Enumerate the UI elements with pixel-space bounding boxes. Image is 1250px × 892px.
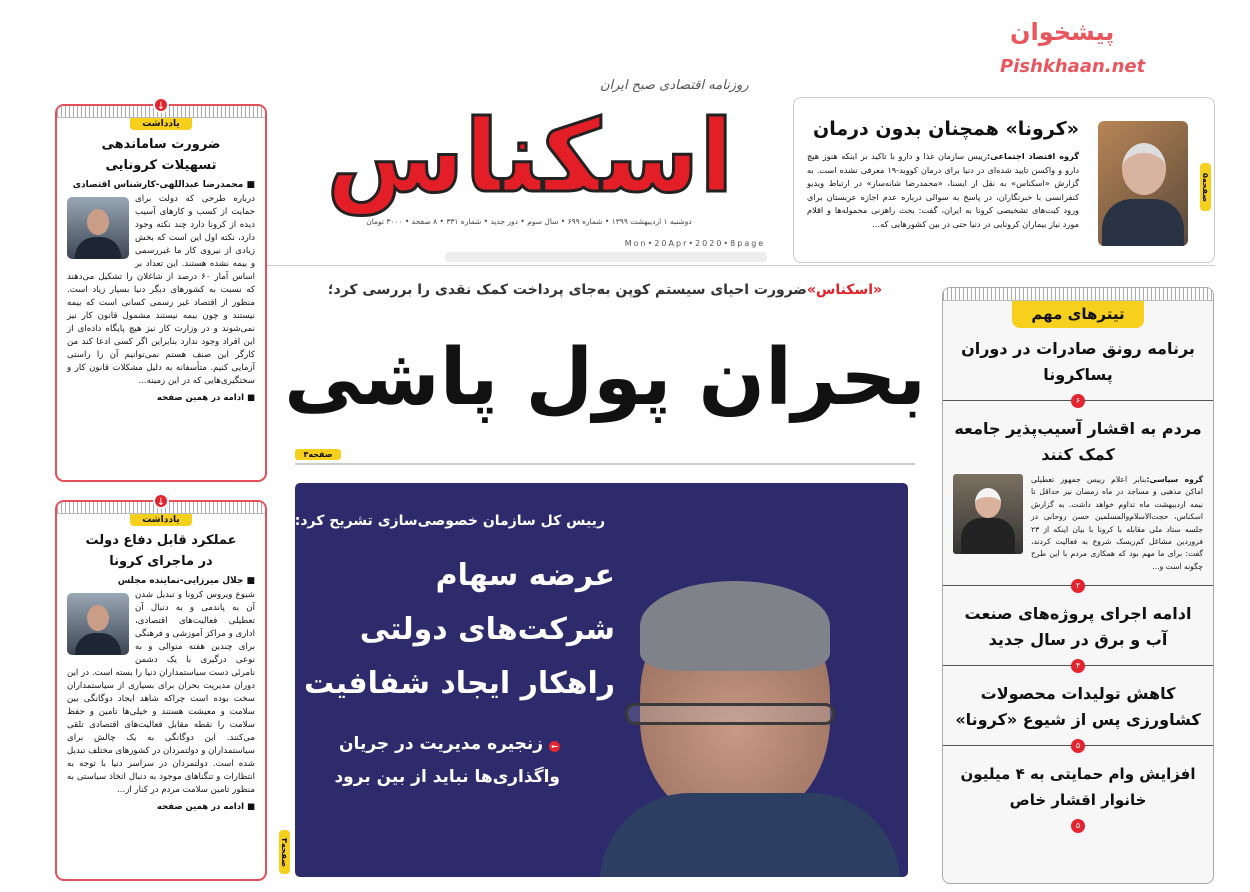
divider xyxy=(267,265,1215,266)
sidebar-item[interactable] xyxy=(943,408,1213,579)
note-body: شیوع ویروس کرونا و تبدیل شدن آن به پاندمی و به دنبال آن تعطیلی فعالیت‌های اقتصادی، اداری و مراکز آموزشی و فرهنگی برای چندین هفته متوالی و به نوعی درگیری با یک دشمن نامرئی دست سیاستمداران دنیا را بسته است. در این دوران مدیریت بحران برای بسیاری از سیاستمداران سخت بوده است چراکه شاهد ایجاد دوگانگی بین سلامت و معیشت هستند و خیلی‌ها تامین و حفظ سلامت را نقطه مقابل فعالیت‌های اقتصادی تلقی می‌کنند. این دوگانگی به یک چالش برای سیاستمداران و دولتمردان در کشورهای مختلف تبدیل شده است. دولتمردان در سراسر دنیا با توجه به انتظارات و تنگناهای موجود به دنبال اتخاذ سیاستی به منظور تامین سلامت مردم در کنار از... xyxy=(67,590,255,795)
author-photo xyxy=(67,593,129,655)
sidebar-item[interactable] xyxy=(943,753,1213,819)
feature-headline: عرضه سهام xyxy=(435,558,615,593)
sidebar-headline: کاهش تولیدات محصولات کشاورزی پس از شیوع «کرونا» xyxy=(955,684,1201,730)
note-card-1 xyxy=(55,101,267,482)
masthead-bar xyxy=(445,252,767,262)
note-card-2 xyxy=(55,497,267,881)
sidebar-headline: ادامه اجرای پروژه‌های صنعت آب و برق در سال جدید xyxy=(964,604,1192,650)
feature-kicker: رییس کل سازمان خصوصی‌سازی تشریح کرد: xyxy=(295,513,605,529)
page-tab[interactable]: صفحه۳ xyxy=(295,449,341,460)
feature-sub: زنجیره مدیریت در جریان xyxy=(339,734,544,754)
continue-link[interactable]: ■ ادامه در همین صفحه xyxy=(156,802,255,812)
feature-sub: واگذاری‌ها نباید از بین برود xyxy=(334,767,560,787)
page-number-badge: ۵ xyxy=(1071,819,1085,833)
arrow-down-icon: ↓ xyxy=(153,97,169,113)
page-tab[interactable]: صفحه۳ xyxy=(279,830,290,874)
notes-column xyxy=(55,101,267,881)
divider xyxy=(295,463,915,465)
story-photo xyxy=(1098,121,1188,246)
note-title: تسهیلات کرونایی xyxy=(105,158,217,173)
continue-label: ادامه در همین صفحه xyxy=(156,802,244,812)
story-title: «کرونا» همچنان بدون درمان xyxy=(813,118,1079,140)
author-photo xyxy=(67,197,129,259)
kicker-brand: «اسکناس» xyxy=(806,282,883,298)
tagline: روزنامه اقتصادی صبح ایران xyxy=(600,78,749,93)
page-tab[interactable]: صفحه۵ xyxy=(1200,163,1211,211)
main-kicker xyxy=(280,282,930,298)
note-label: یادداشت xyxy=(130,514,192,526)
story-body: رییس سازمان غذا و دارو با تاکید بر اینکه هنوز هیچ دارو و واکسن تایید شده‌ای در دنیا برای درمان کووید-۱۹ معرفی نشده است. به گزارش «اسکناس» به نقل از ایسنا، «محمدرضا شانه‌ساز» در ارتباط ویدیو کنفرانسی با خبرنگاران، در پاسخ به سوالی درباره عدم اجازه عربستان برای ورود کیت‌های تشخیصی کرونا به ایران، گفت: بحث راهزنی محموله‌ها و اقلام مورد نیاز بیماران کرونایی در دنیا حتی در بین کشورهایی که... xyxy=(807,151,1079,229)
feature-photo xyxy=(600,563,900,877)
main-headline: بحران پول پاشی xyxy=(284,333,926,423)
sidebar-headline: مردم به اقشار آسیب‌پذیر جامعه کمک کنند xyxy=(954,419,1202,464)
note-title: در ماجرای کرونا xyxy=(109,554,213,569)
sidebar-item[interactable] xyxy=(943,593,1213,659)
page-number-badge: ۴ xyxy=(1071,659,1085,673)
story-photo xyxy=(953,474,1023,554)
story-body: بنابر اعلام رییس جمهور تعطیلی اماکن مذهبی و مساجد در ماه رمضان نیز حداقل تا نیمه اردیبهشت ماه تداوم خواهد داشت. به گزارش اسکناس، حجت‌الاسلام‌والمسلمین حسن روحانی در جلسه ستاد ملی مقابله با کرونا با بیان اینکه از ۲۳ فروردین مشاغل کم‌ریسک شروع به فعالیت کردند، گفت: برای ما مهم بود که همکاری مردم با این طرح چگونه است و... xyxy=(1031,475,1203,571)
page-number-badge: ۶ xyxy=(1071,394,1085,408)
story-lead: گروه اقتصاد اجتماعی: xyxy=(986,151,1079,161)
note-author: ■ جلال میرزایی-نماینده مجلس xyxy=(117,576,255,586)
arrow-down-icon: ↓ xyxy=(153,493,169,509)
newspaper-logo: اسکناس xyxy=(326,98,734,215)
sidebar-item[interactable] xyxy=(943,328,1213,394)
page-number-badge: ۲ xyxy=(1071,579,1085,593)
page-number-badge: ۵ xyxy=(1071,739,1085,753)
feature-headline: راهکار ایجاد شفافیت xyxy=(303,666,615,701)
note-title: ضرورت ساماندهی xyxy=(101,137,221,152)
arrow-left-icon: ← xyxy=(549,741,560,752)
note-author: ■ محمدرضا عبداللهی-کارشناس اقتصادی xyxy=(72,180,255,190)
watermark-url: Pishkhaan.net xyxy=(1000,56,1146,77)
sidebar-headline: افزایش وام حمایتی به ۴ میلیون خانوار اقشار خاص xyxy=(960,765,1196,810)
feature-story[interactable] xyxy=(295,483,908,877)
sidebar-label: تیترهای مهم xyxy=(1012,301,1144,328)
author-name: جلال میرزایی-نماینده مجلس xyxy=(117,576,244,586)
note-title: عملکرد قابل دفاع دولت xyxy=(85,533,237,548)
sidebar-item[interactable] xyxy=(943,673,1213,739)
watermark-logo: پیشخوان xyxy=(1010,18,1115,46)
headlines-sidebar xyxy=(942,287,1214,884)
note-body: درباره طرحی که دولت برای حمایت از کسب و کارهای آسیب دیده از کرونا دارد چند نکته وجود دارد، نکته اول این است که بخش زیادی از نیروی کار ما غیررسمی و بیمه نشده هستند. این تعداد بر اساس آمار ۶۰ درصد از شاغلان را تشکیل می‌دهند که نسبت به کشورهای دیگر دنیا بسیار زیاد است. منظور از اقتصاد غیر رسمی کسانی است که بیمه نیستند و چون بیمه نیستند مشمول قانون کار نیز نمی‌شوند و در وزارت کار نیز هیچ پایگاه داده‌ای از این افراد وجود ندارد بنابراین اگر کسی ادعا کند من کارگر این صنف هستم نمی‌توانیم آن را راستی آزمایی کنیم. متأسفانه به دلیل مشکلات قانون کار و سختگیری‌هایی که در این زمینه... xyxy=(67,194,256,386)
kicker-text: ضرورت احیای سیستم کوپن به‌جای پرداخت کمک نقدی را بررسی کرد؛ xyxy=(327,282,807,298)
dateline: دوشنبه ۱ اردیبهشت ۱۳۹۹ • شماره ۶۹۹ • سال سوم • دور جدید • شماره ۳۳۱ • ۸ صفحه • ۳۰۰۰ تومان xyxy=(366,217,692,226)
author-name: محمدرضا عبداللهی-کارشناس اقتصادی xyxy=(72,180,244,190)
continue-link[interactable]: ■ ادامه در همین صفحه xyxy=(156,393,255,403)
note-label: یادداشت xyxy=(130,118,192,130)
english-date: Mon•20Apr•2020•8page xyxy=(624,239,766,248)
top-story[interactable] xyxy=(793,97,1215,263)
hatch-strip xyxy=(943,288,1213,301)
continue-label: ادامه در همین صفحه xyxy=(156,393,244,403)
sidebar-headline: برنامه رونق صادرات در دوران پساکرونا xyxy=(961,339,1195,384)
story-lead: گروه سیاسی: xyxy=(1146,475,1204,484)
feature-headline: شرکت‌های دولتی xyxy=(359,612,615,647)
